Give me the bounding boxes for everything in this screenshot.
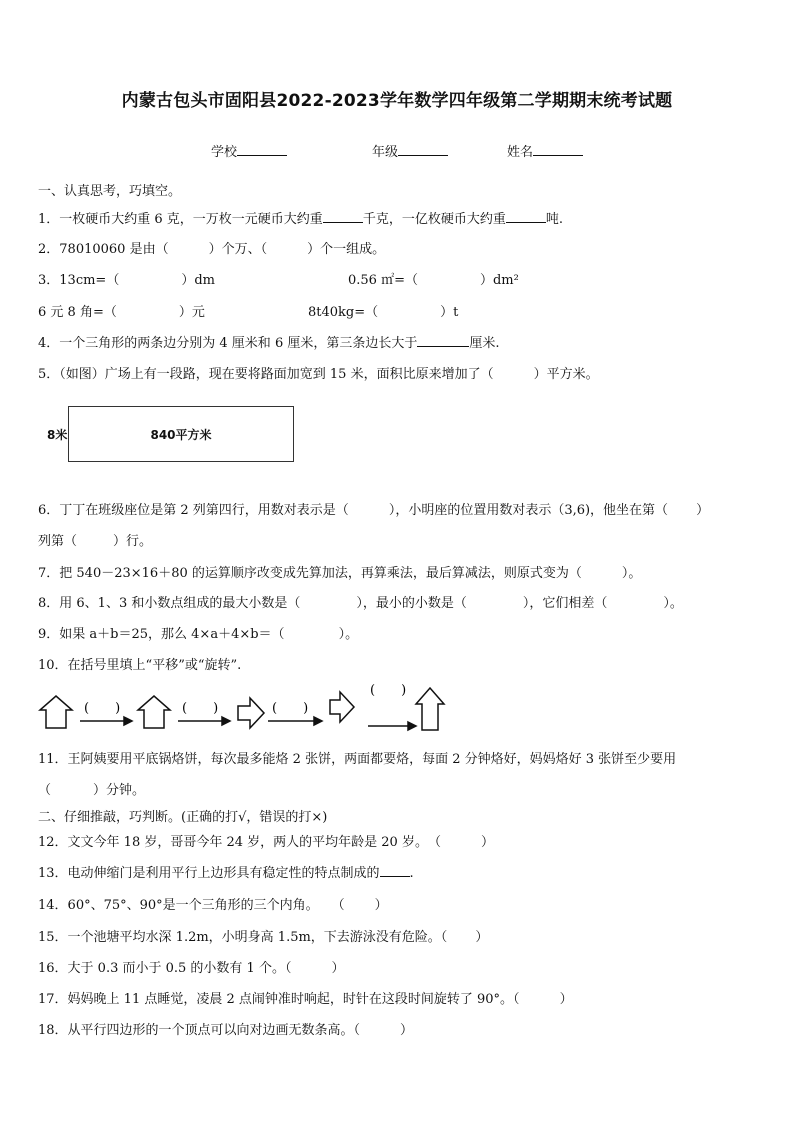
question-2: [38, 238, 385, 257]
name-blank[interactable]: [533, 143, 583, 156]
question-3-part-4: [308, 301, 458, 320]
question-14-text: 14．60°、75°、90°是一个三角形的三个内角。 （: [38, 898, 345, 913]
question-9-text: 9．如果 a＋b＝25，那么 4×a＋4×b＝（: [38, 627, 285, 642]
school-field: [211, 141, 287, 160]
question-3-part-3: [38, 301, 205, 320]
question-16: [38, 957, 344, 976]
question-2-text: ）个万、（: [208, 242, 268, 257]
question-11-text: （: [38, 783, 52, 798]
question-12-text: 12．文文今年 18 岁，哥哥今年 24 岁，两人的平均年龄是 20 岁。 （: [38, 835, 441, 850]
answer-parentheses[interactable]: ( ): [272, 701, 309, 716]
question-17-text: ）: [559, 992, 573, 1007]
question-18: [38, 1019, 413, 1038]
question-10: 10．在括号里填上“平移”或“旋转”.: [38, 658, 242, 673]
question-15-text: 15．一个池塘平均水深 1.2m，小明身高 1.5m，下去游泳没有危险。（: [38, 930, 448, 945]
question-3-text: 0.56 ㎡=（: [348, 273, 418, 288]
question-17: [38, 988, 573, 1007]
question-6-text: ）: [696, 503, 710, 518]
road-rectangle-figure: [68, 406, 294, 462]
up-arrow-icon: [138, 696, 170, 728]
question-12: [38, 831, 494, 850]
question-2-text: ）个一组成。: [307, 242, 386, 257]
right-arrow-icon: [178, 717, 230, 725]
answer-parentheses[interactable]: ( ): [370, 683, 407, 698]
section-heading-2: 二、仔细推敲，巧判断。(正确的打√，错误的打×): [38, 810, 328, 825]
question-6-text: 列第（: [38, 534, 78, 549]
question-14-text: ）: [374, 898, 388, 913]
right-block-arrow-icon: [330, 692, 354, 722]
question-1-text: 吨.: [545, 212, 563, 227]
question-3-part-2: [348, 269, 519, 288]
question-6-text: 6．丁丁在班级座位是第 2 列第四行，用数对表示是（: [38, 503, 349, 518]
question-18-text: 18．从平行四边形的一个顶点可以向对边画无数条高。（: [38, 1023, 361, 1038]
question-5-text: 5．（如图）广场上有一段路，现在要将路面加宽到 15 米，面积比原来增加了（: [38, 367, 494, 382]
right-arrow-icon: [80, 717, 132, 725]
question-3-text: ）元: [178, 305, 205, 320]
figure-side-label: 8米: [47, 428, 68, 442]
page-title: 内蒙古包头市固阳县2022-2023学年数学四年级第二学期期末统考试题: [121, 91, 673, 111]
school-blank[interactable]: [237, 143, 287, 156]
answer-blank[interactable]: [417, 334, 469, 347]
question-18-text: ）: [400, 1023, 414, 1038]
right-block-arrow-icon: [238, 698, 264, 728]
question-8-text: ），最小的小数是（: [356, 596, 467, 611]
question-13-text: 13．电动伸缩门是利用平行上边形具有稳定性的特点制成的: [38, 866, 380, 881]
question-15: [38, 926, 488, 945]
question-4-text: 4．一个三角形的两条边分别为 4 厘米和 6 厘米，第三条边长大于: [38, 336, 418, 351]
question-15-text: ）: [475, 930, 489, 945]
name-field: [507, 141, 583, 160]
right-arrow-icon: [268, 717, 322, 725]
question-12-text: ）: [480, 835, 494, 850]
question-13-text: .: [409, 866, 414, 881]
question-7-text: 7．把 540－23×16＋80 的运算顺序改变成先算加法，再算乘法，最后算减法，则原式变为（: [38, 566, 582, 581]
question-6: [38, 499, 709, 518]
question-7-text: ）。: [621, 566, 642, 581]
question-1: [38, 208, 563, 227]
question-3-text: ）dm: [181, 273, 215, 288]
question-16-text: ）: [331, 961, 345, 976]
question-6-text: ），小明座的位置用数对表示（3,6)，他坐在第（: [388, 503, 669, 518]
question-3-text: 3．13cm=（: [38, 273, 120, 288]
question-17-text: 17．妈妈晚上 11 点睡觉，凌晨 2 点闹钟准时响起，时针在这段时间旋转了 90°。（: [38, 992, 520, 1007]
name-label: 姓名: [507, 145, 534, 160]
question-14: [38, 894, 388, 913]
question-2-text: 2．78010060 是由（: [38, 242, 169, 257]
question-3-text: 8t40kg=（: [308, 305, 379, 320]
right-arrow-icon: [368, 722, 416, 730]
grade-field: [372, 141, 448, 160]
question-6-text: ）行。: [113, 534, 153, 549]
question-8: [38, 592, 683, 611]
question-5-text: ）平方米。: [533, 367, 599, 382]
question-8-text: 8．用 6、1、3 和小数点组成的最大小数是（: [38, 596, 301, 611]
up-arrow-icon: [40, 696, 72, 728]
question-5: [38, 363, 599, 382]
question-11-text: ）分钟。: [93, 783, 146, 798]
question-1-text: 1．一枚硬币大约重 6 克，一万枚一元硬币大约重: [38, 212, 323, 227]
figure-area-label: 840平方米: [150, 428, 212, 442]
question-3-text: ）dm²: [479, 273, 519, 288]
question-11-continued: [38, 779, 145, 798]
answer-parentheses[interactable]: ( ): [84, 701, 121, 716]
answer-blank[interactable]: [323, 210, 363, 223]
question-4-text: 厘米.: [469, 336, 500, 351]
question-3-text: 6 元 8 角=（: [38, 305, 117, 320]
question-8-text: ）。: [663, 596, 683, 611]
school-label: 学校: [211, 145, 238, 160]
answer-parentheses[interactable]: ( ): [182, 701, 219, 716]
question-13: [38, 862, 414, 881]
question-16-text: 16．大于 0.3 而小于 0.5 的小数有 1 个。（: [38, 961, 292, 976]
question-6-continued: [38, 530, 152, 549]
question-10-figure: [38, 680, 458, 740]
up-arrow-icon: [416, 688, 444, 730]
question-3-part-1: [38, 269, 215, 288]
question-7: [38, 562, 641, 581]
section-heading-1: 一、认真思考，巧填空。: [38, 184, 182, 199]
answer-blank[interactable]: [380, 864, 410, 877]
question-8-text: ），它们相差（: [522, 596, 608, 611]
question-9-text: ）。: [338, 627, 359, 642]
answer-blank[interactable]: [506, 210, 546, 223]
grade-blank[interactable]: [398, 143, 448, 156]
question-3-text: ）t: [440, 305, 459, 320]
question-1-text: 千克，一亿枚硬币大约重: [362, 212, 506, 227]
question-4: [38, 332, 499, 351]
grade-label: 年级: [372, 145, 399, 160]
question-11: 11．王阿姨要用平底锅烙饼，每次最多能烙 2 张饼，两面都要烙，每面 2 分钟烙好，妈妈烙好 3 张饼至少要用: [38, 752, 677, 767]
question-9: [38, 623, 358, 642]
